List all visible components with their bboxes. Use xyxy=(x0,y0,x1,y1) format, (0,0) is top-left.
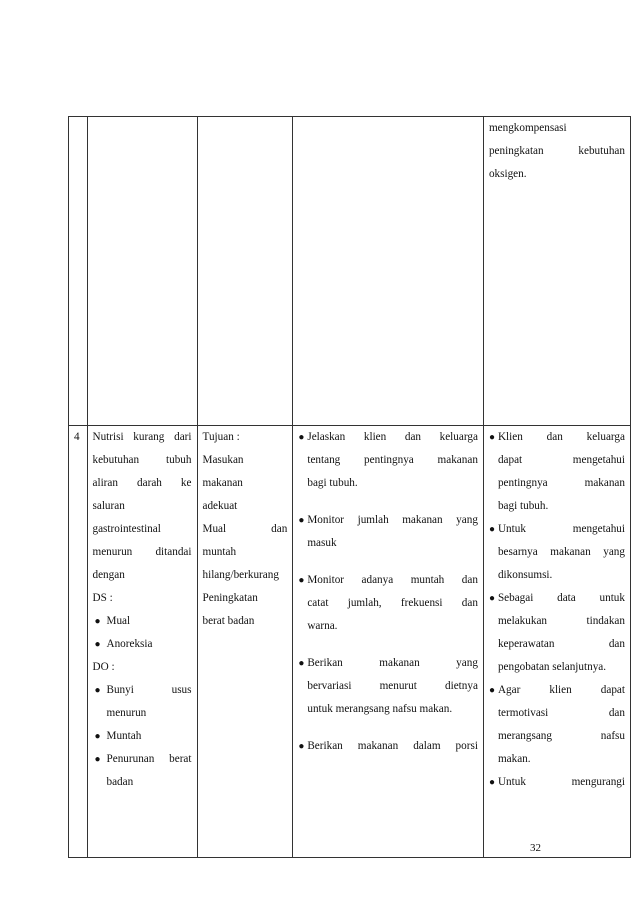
rationale-item: ● Agar klien dapat termotivasi dan merangsang nafsu makan. xyxy=(489,679,625,771)
text-line: oksigen. xyxy=(488,168,527,180)
ds-item: ● Mual xyxy=(93,610,192,633)
bullet-icon: ● xyxy=(488,524,495,535)
bullet-icon: ● xyxy=(298,658,305,669)
text-line: Nutrisi kurang dari xyxy=(92,431,192,443)
text-line: Tujuan : xyxy=(202,431,240,443)
bullet-icon: ● xyxy=(94,754,101,765)
text-line: aliran darah ke xyxy=(92,477,192,489)
text-line: peningkatan kebutuhan xyxy=(488,145,625,157)
bullet-icon: ● xyxy=(488,685,495,696)
text-line: Peningkatan xyxy=(202,592,258,604)
do-item: ● Penurunan berat badan xyxy=(93,748,192,794)
bullet-icon: ● xyxy=(488,432,495,443)
text-line: kebutuhan tubuh xyxy=(92,454,192,466)
cell-diagnosis-empty xyxy=(87,117,197,426)
table-row-4 xyxy=(69,426,631,858)
bullet-icon: ● xyxy=(94,616,101,627)
intervention-item: ● Berikan makanan dalam porsi xyxy=(298,735,478,758)
do-item: ● Muntah xyxy=(93,725,192,748)
text-line: berat badan xyxy=(202,615,255,627)
ds-item: ● Anoreksia xyxy=(93,633,192,656)
text-line: Mual dan xyxy=(202,523,288,535)
table-row-continuation xyxy=(69,117,631,426)
bullet-icon: ● xyxy=(298,432,305,443)
text-line: Masukan xyxy=(202,454,244,466)
rationale-item: ● Untuk mengurangi xyxy=(489,771,625,794)
text-line: hilang/berkurang xyxy=(202,569,279,581)
do-item: ● Bunyi usus menurun xyxy=(93,679,192,725)
bullet-icon: ● xyxy=(298,575,305,586)
cell-rationale xyxy=(483,426,630,858)
intervention-item: ● Monitor jumlah makanan yang masuk xyxy=(298,509,478,555)
row-number: 4 xyxy=(74,431,80,443)
bullet-icon: ● xyxy=(94,731,101,742)
text-line: dengan xyxy=(92,569,125,581)
cell-no xyxy=(69,426,88,858)
cell-diagnosis xyxy=(87,426,197,858)
do-label: DO : xyxy=(92,661,115,673)
bullet-icon: ● xyxy=(298,741,305,752)
cell-intervention xyxy=(293,426,484,858)
rationale-item: ● Klien dan keluarga dapat mengetahui pentingnya makanan bagi tubuh. xyxy=(489,426,625,518)
page-number: 32 xyxy=(530,842,541,854)
bullet-icon: ● xyxy=(298,515,305,526)
cell-goal-empty xyxy=(197,117,293,426)
text-line: makanan xyxy=(202,477,243,489)
bullet-icon: ● xyxy=(488,593,495,604)
text-line: menurun ditandai xyxy=(92,546,192,558)
bullet-icon: ● xyxy=(488,777,495,788)
intervention-item: ● Jelaskan klien dan keluarga tentang pentingnya makanan bagi tubuh. xyxy=(298,426,478,495)
cell-goal xyxy=(197,426,293,858)
text-line: gastrointestinal xyxy=(92,523,161,535)
cell-rationale-continued xyxy=(483,117,630,426)
cell-no-empty xyxy=(69,117,88,426)
rationale-item: ● Sebagai data untuk melakukan tindakan keperawatan dan pengobatan selanjutnya. xyxy=(489,587,625,679)
intervention-item: ● Berikan makanan yang bervariasi menurut dietnya untuk merangsang nafsu makan. xyxy=(298,652,478,721)
ds-label: DS : xyxy=(92,592,113,604)
text-line: mengkompensasi xyxy=(488,122,567,134)
rationale-item: ● Untuk mengetahui besarnya makanan yang dikonsumsi. xyxy=(489,518,625,587)
nursing-care-table xyxy=(68,116,631,858)
bullet-icon: ● xyxy=(94,685,101,696)
text-line: muntah xyxy=(202,546,237,558)
cell-intervention-empty xyxy=(293,117,484,426)
bullet-icon: ● xyxy=(94,639,101,650)
text-line: adekuat xyxy=(202,500,238,512)
text-line: saluran xyxy=(92,500,125,512)
intervention-item: ● Monitor adanya muntah dan catat jumlah, frekuensi dan warna. xyxy=(298,569,478,638)
